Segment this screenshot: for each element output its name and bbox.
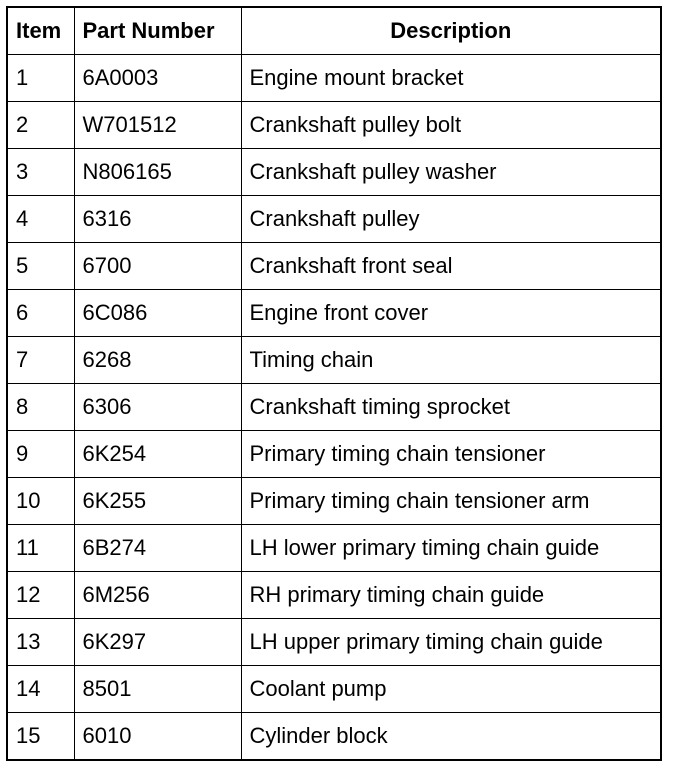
- description-cell: Crankshaft front seal: [241, 243, 661, 290]
- part-number-cell: 6K254: [74, 431, 241, 478]
- description-cell: Crankshaft pulley bolt: [241, 102, 661, 149]
- part-number-cell: 6316: [74, 196, 241, 243]
- item-cell: 6: [7, 290, 74, 337]
- item-cell: 2: [7, 102, 74, 149]
- item-cell: 11: [7, 525, 74, 572]
- table-row: [7, 478, 661, 525]
- item-cell: 14: [7, 666, 74, 713]
- table-row: [7, 337, 661, 384]
- part-number-cell: 6A0003: [74, 55, 241, 102]
- part-number-cell: 6K255: [74, 478, 241, 525]
- item-cell: 13: [7, 619, 74, 666]
- item-cell: 1: [7, 55, 74, 102]
- header-item: Item: [7, 7, 74, 55]
- table-row: [7, 525, 661, 572]
- header-description: Description: [241, 7, 661, 55]
- part-number-cell: 8501: [74, 666, 241, 713]
- header-part-number: Part Number: [74, 7, 241, 55]
- description-cell: Primary timing chain tensioner: [241, 431, 661, 478]
- table-row: [7, 431, 661, 478]
- description-cell: LH lower primary timing chain guide: [241, 525, 661, 572]
- part-number-cell: 6268: [74, 337, 241, 384]
- table-row: [7, 149, 661, 196]
- table-row: [7, 572, 661, 619]
- table-row: [7, 196, 661, 243]
- item-cell: 7: [7, 337, 74, 384]
- part-number-cell: W701512: [74, 102, 241, 149]
- item-cell: 3: [7, 149, 74, 196]
- part-number-cell: 6C086: [74, 290, 241, 337]
- header-row: [7, 7, 661, 55]
- description-cell: Engine front cover: [241, 290, 661, 337]
- table-row: [7, 102, 661, 149]
- part-number-cell: 6306: [74, 384, 241, 431]
- part-number-cell: 6K297: [74, 619, 241, 666]
- table-row: [7, 666, 661, 713]
- part-number-cell: 6B274: [74, 525, 241, 572]
- parts-table: [6, 6, 662, 761]
- description-cell: LH upper primary timing chain guide: [241, 619, 661, 666]
- description-cell: Coolant pump: [241, 666, 661, 713]
- description-cell: RH primary timing chain guide: [241, 572, 661, 619]
- description-cell: Crankshaft pulley: [241, 196, 661, 243]
- description-cell: Cylinder block: [241, 713, 661, 761]
- table-row: [7, 713, 661, 761]
- item-cell: 5: [7, 243, 74, 290]
- part-number-cell: 6700: [74, 243, 241, 290]
- table-row: [7, 384, 661, 431]
- description-cell: Crankshaft pulley washer: [241, 149, 661, 196]
- description-cell: Crankshaft timing sprocket: [241, 384, 661, 431]
- table-row: [7, 55, 661, 102]
- item-cell: 12: [7, 572, 74, 619]
- part-number-cell: 6M256: [74, 572, 241, 619]
- part-number-cell: N806165: [74, 149, 241, 196]
- item-cell: 4: [7, 196, 74, 243]
- item-cell: 15: [7, 713, 74, 761]
- description-cell: Primary timing chain tensioner arm: [241, 478, 661, 525]
- table-row: [7, 243, 661, 290]
- item-cell: 9: [7, 431, 74, 478]
- table-row: [7, 619, 661, 666]
- description-cell: Engine mount bracket: [241, 55, 661, 102]
- item-cell: 10: [7, 478, 74, 525]
- parts-table-body: [7, 55, 661, 761]
- table-row: [7, 290, 661, 337]
- item-cell: 8: [7, 384, 74, 431]
- description-cell: Timing chain: [241, 337, 661, 384]
- part-number-cell: 6010: [74, 713, 241, 761]
